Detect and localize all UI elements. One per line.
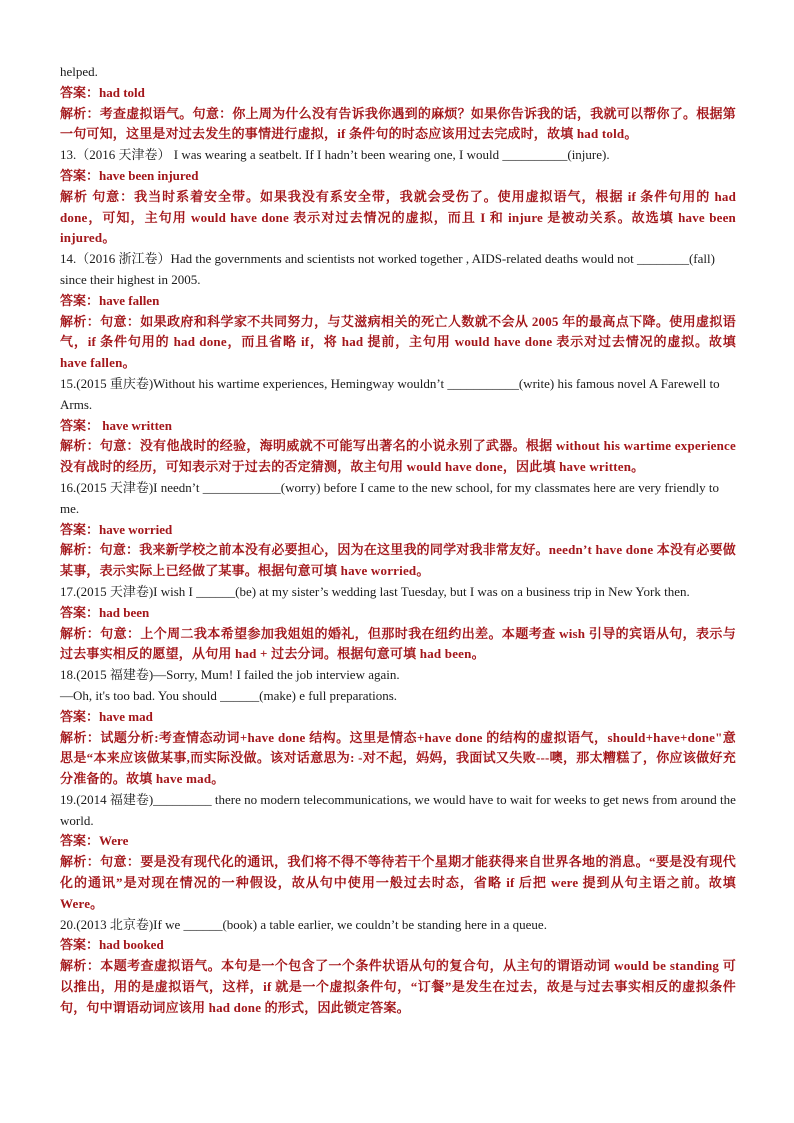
- answer-line: 答案：have mad: [60, 708, 153, 724]
- answer-line: 答案：have fallen: [60, 292, 160, 308]
- explanation-text: 解析：句意：如果政府和科学家不共同努力，与艾滋病相关的死亡人数就不会从 2005 年的最高点下降。使用虚拟语气，if 条件句用的 had done，而且省略 if，将 had 提前，主句用 would have done 表示对过去情况的虚拟。故填 have fallen。: [60, 313, 736, 371]
- answer-line: 答案：have been injured: [60, 167, 199, 183]
- answer-line: 答案：had been: [60, 604, 150, 620]
- explanation-text: 解析：句意：上个周二我本希望参加我姐姐的婚礼，但那时我在纽约出差。本题考查 wish 引导的宾语从句，表示与过去事实相反的愿望，从句用 had + 过去分词。根据句意可填 had been。: [60, 625, 736, 662]
- answer-line: 答案：had booked: [60, 937, 164, 953]
- explanation-text: 解析：本题考查虚拟语气。本句是一个包含了一个条件状语从句的复合句，从主句的谓语动词 would be standing 可以推出，用的是虚拟语气，这样，if 就是一个虚拟条件句，“订餐”是发生在过去，故是与过去事实相反的虚拟条件句，句中谓语动词应该用 had done 的形式，因此锁定答案。: [60, 958, 736, 1015]
- question-block: [60, 145, 736, 249]
- explanation-text: 解析 句意：我当时系着安全带。如果我没有系安全带，我就会受伤了。使用虚拟语气，根据 if 条件句用的 had done，可知，主句用 would have done 表示对过去情况的虚拟，而且 I 和 injure 是被动关系。故选填 have been injured。: [60, 188, 736, 246]
- question-block: [60, 83, 736, 145]
- question-block: [60, 478, 736, 582]
- answer-line: 答案：had told: [60, 84, 145, 100]
- question-text: 17.(2015 天津卷)I wish I ______(be) at my sister’s wedding last Tuesday, but I was on a business trip in New York then.: [60, 583, 690, 599]
- question-block: [60, 790, 736, 915]
- continued-question-text: helped.: [60, 64, 98, 79]
- answer-line: 答案：have worried: [60, 521, 173, 537]
- document-page: [60, 62, 736, 1019]
- answer-line: 答案：Were: [60, 833, 129, 849]
- explanation-text: 解析：句意：没有他战时的经验，海明威就不可能写出著名的小说永别了武器。根据 without his wartime experience 没有战时的经历，可知表示对于过去的否定猜测，故主句用 would have done，因此填 have written。: [60, 438, 736, 475]
- question-text: 14.（2016 浙江卷）Had the governments and scientists not worked together , AIDS-related deaths would not ________(fall) since their highest in 2005.: [60, 251, 715, 287]
- explanation-text: 解析：考查虚拟语气。句意：你上周为什么没有告诉我你遇到的麻烦？如果你告诉我的话，我就可以帮你了。根据第一句可知，这里是对过去发生的事情进行虚拟，if 条件句的时态应该用过去完成时，故填 had told。: [60, 105, 736, 142]
- explanation-text: 解析：句意：我来新学校之前本没有必要担心，因为在这里我的同学对我非常友好。needn’t have done 本没有必要做某事，表示实际上已经做了某事。根据句意可填 have worried。: [60, 542, 736, 579]
- question-block: [60, 249, 736, 374]
- question-block: [60, 582, 736, 665]
- question-text: 13.（2016 天津卷） I was wearing a seatbelt. If I hadn’t been wearing one, I would __________(injure).: [60, 147, 610, 163]
- question-block: [60, 374, 736, 478]
- question-block: [60, 665, 736, 790]
- question-text: 18.(2015 福建卷)—Sorry, Mum! I failed the job interview again. —Oh, it's too bad. You should ______(make) e full preparations.: [60, 667, 400, 703]
- answer-line: 答案： have written: [60, 417, 172, 433]
- question-text: 19.(2014 福建卷)_________ there no modern telecommunications, we would have to wait for weeks to get news from around the world.: [60, 791, 736, 828]
- question-text: 15.(2015 重庆卷)Without his wartime experiences, Hemingway wouldn’t ___________(write) his famous novel A Farewell to Arms.: [60, 375, 720, 412]
- question-text: 20.(2013 北京卷)If we ______(book) a table earlier, we couldn’t be standing here in a queue.: [60, 916, 547, 932]
- explanation-text: 解析：试题分析:考查情态动词+have done 结构。这里是情态+have done 的结构的虚拟语气，should+have+done"意思是“本来应该做某事,而实际没做。该对话意思为: -对不起，妈妈，我面试又失败---噢，那太糟糕了，你应该做好充分准备的。故填 have mad。: [60, 729, 736, 787]
- explanation-text: 解析：句意：要是没有现代化的通讯，我们将不得不等待若干个星期才能获得来自世界各地的消息。“要是没有现代化的通讯”是对现在情况的一种假设，故从句中使用一般过去时态，省略 if 后把 were 提到从句主语之前。故填 Were。: [60, 854, 736, 911]
- question-block: [60, 915, 736, 1019]
- question-text: 16.(2015 天津卷)I needn’t ____________(worry) before I came to the new school, for my classmates here are very friendly to me.: [60, 479, 719, 516]
